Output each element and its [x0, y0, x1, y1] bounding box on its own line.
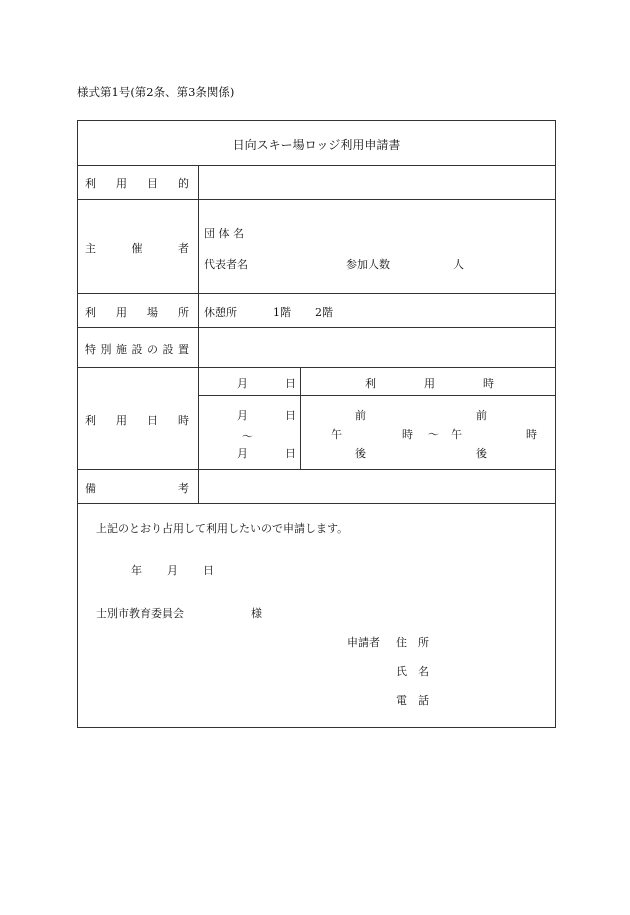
- column-divider: [198, 165, 199, 503]
- start-am: 前: [355, 409, 366, 422]
- row-divider: [198, 395, 555, 396]
- purpose-label: 利 用 目 的: [85, 177, 189, 190]
- addressee-suffix: 様: [251, 607, 262, 620]
- place-floor-2[interactable]: 2階: [315, 306, 333, 319]
- participants-label: 参加人数: [346, 258, 390, 271]
- end-noon: 午: [451, 428, 462, 441]
- applicant-name-label: 氏 名: [396, 665, 429, 678]
- applicant-label: 申請者: [347, 636, 380, 649]
- applicant-address-label: 住 所: [396, 636, 429, 649]
- row-divider: [78, 503, 555, 504]
- row-divider: [78, 327, 555, 328]
- date-year: 年: [131, 564, 142, 577]
- row-divider: [78, 469, 555, 470]
- end-pm: 後: [476, 447, 487, 460]
- end-month: 月: [237, 447, 248, 460]
- form-number-label: 様式第1号(第2条、第3条関係): [77, 85, 235, 99]
- start-month: 月: [237, 409, 248, 422]
- end-hour: 時: [526, 428, 537, 441]
- form-title: 日向スキー場ロッジ利用申請書: [232, 138, 401, 152]
- application-statement: 上記のとおり占用して利用したいので申請します。: [96, 522, 349, 535]
- addressee-name: 士別市教育委員会: [96, 607, 184, 620]
- header-day: 日: [285, 377, 296, 390]
- header-time: 利 用 時: [365, 377, 494, 390]
- column-divider: [300, 367, 301, 469]
- header-month: 月: [237, 377, 248, 390]
- representative-label: 代表者名: [204, 258, 248, 271]
- purpose-field[interactable]: [200, 167, 553, 198]
- end-am: 前: [476, 409, 487, 422]
- time-range-tilde: 〜: [428, 428, 439, 441]
- organizer-label: 主 催 者: [85, 242, 189, 255]
- end-day: 日: [285, 447, 296, 460]
- place-floor-1[interactable]: 1階: [273, 306, 291, 319]
- remarks-label: 備 考: [85, 482, 189, 495]
- start-noon: 午: [331, 428, 342, 441]
- row-divider: [78, 367, 555, 368]
- row-divider: [78, 293, 555, 294]
- datetime-label: 利 用 日 時: [85, 414, 189, 427]
- application-form: [77, 120, 556, 728]
- group-name-label: 団 体 名: [204, 227, 244, 240]
- applicant-phone-label: 電 話: [396, 694, 429, 707]
- participants-unit: 人: [453, 258, 464, 271]
- place-label: 利 用 場 所: [85, 306, 189, 319]
- start-pm: 後: [355, 447, 366, 460]
- row-divider: [78, 199, 555, 200]
- remarks-field[interactable]: [200, 471, 553, 502]
- date-month: 月: [167, 564, 178, 577]
- start-day: 日: [285, 409, 296, 422]
- special-facility-label: 特 別 施 設 の 設 置: [85, 343, 189, 356]
- start-hour: 時: [402, 428, 413, 441]
- date-day: 日: [203, 564, 214, 577]
- row-divider: [78, 165, 555, 166]
- place-room: 休憩所: [204, 306, 237, 319]
- date-range-tilde: 〜: [242, 430, 253, 443]
